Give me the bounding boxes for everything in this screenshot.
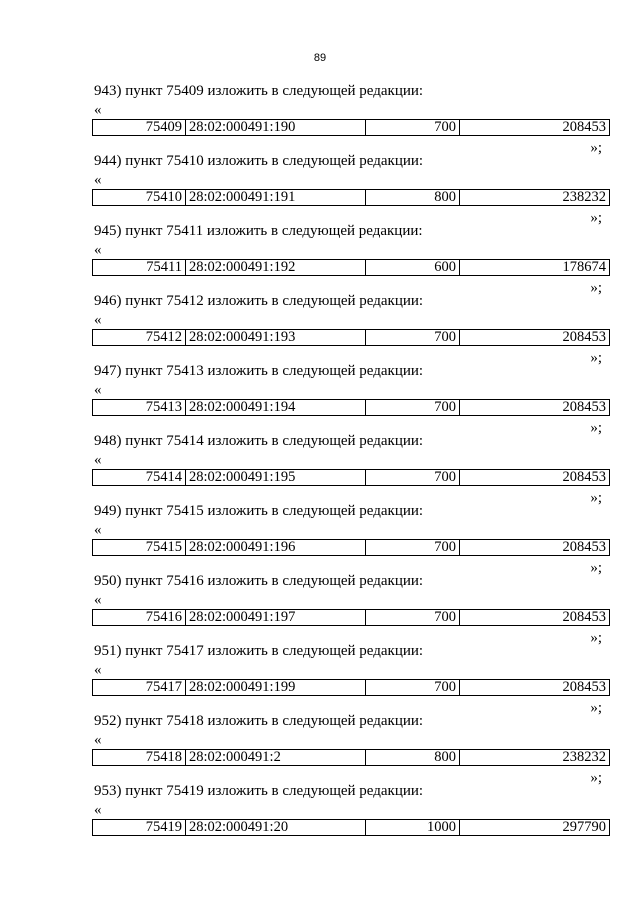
item-number-cell: 75412 <box>93 330 186 346</box>
opening-quote: « <box>94 242 102 258</box>
amendment-table <box>92 399 610 416</box>
amendment-heading: 948) пункт 75414 изложить в следующей редакции: <box>94 433 424 449</box>
cadastral-number-cell: 28:02:000491:191 <box>186 190 366 206</box>
item-number-cell: 75413 <box>93 400 186 416</box>
closing-quote: »; <box>590 560 602 576</box>
cadastral-number-cell: 28:02:000491:195 <box>186 470 366 486</box>
closing-quote: »; <box>590 140 602 156</box>
area-cell: 800 <box>366 750 460 766</box>
item-number-cell: 75411 <box>93 260 186 276</box>
closing-quote: »; <box>590 280 602 296</box>
area-cell: 700 <box>366 400 460 416</box>
area-cell: 800 <box>366 190 460 206</box>
amendment-heading: 945) пункт 75411 изложить в следующей редакции: <box>94 223 423 239</box>
value-cell: 208453 <box>460 400 610 416</box>
amendment-table <box>92 469 610 486</box>
item-number-cell: 75415 <box>93 540 186 556</box>
value-cell: 208453 <box>460 120 610 136</box>
table-row <box>93 610 610 626</box>
opening-quote: « <box>94 662 102 678</box>
amendment-entry <box>0 83 640 156</box>
table-row <box>93 400 610 416</box>
amendment-table <box>92 539 610 556</box>
cadastral-number-cell: 28:02:000491:199 <box>186 680 366 696</box>
amendment-table <box>92 749 610 766</box>
table-row <box>93 260 610 276</box>
amendment-heading: 947) пункт 75413 изложить в следующей редакции: <box>94 363 424 379</box>
cadastral-number-cell: 28:02:000491:196 <box>186 540 366 556</box>
area-cell: 700 <box>366 540 460 556</box>
value-cell: 297790 <box>460 820 610 836</box>
item-number-cell: 75409 <box>93 120 186 136</box>
item-number-cell: 75410 <box>93 190 186 206</box>
cadastral-number-cell: 28:02:000491:197 <box>186 610 366 626</box>
opening-quote: « <box>94 312 102 328</box>
amendment-table <box>92 189 610 206</box>
table-row <box>93 680 610 696</box>
area-cell: 700 <box>366 680 460 696</box>
amendment-heading: 944) пункт 75410 изложить в следующей редакции: <box>94 153 424 169</box>
closing-quote: »; <box>590 210 602 226</box>
table-row <box>93 540 610 556</box>
amendment-entry <box>0 643 640 716</box>
amendment-heading: 950) пункт 75416 изложить в следующей редакции: <box>94 573 424 589</box>
cadastral-number-cell: 28:02:000491:2 <box>186 750 366 766</box>
table-row <box>93 190 610 206</box>
cadastral-number-cell: 28:02:000491:190 <box>186 120 366 136</box>
table-row <box>93 120 610 136</box>
closing-quote: »; <box>590 700 602 716</box>
amendment-entry <box>0 223 640 296</box>
area-cell: 1000 <box>366 820 460 836</box>
opening-quote: « <box>94 592 102 608</box>
page-number: 89 <box>313 52 327 64</box>
value-cell: 208453 <box>460 540 610 556</box>
item-number-cell: 75419 <box>93 820 186 836</box>
amendment-entry <box>0 363 640 436</box>
amendment-heading: 943) пункт 75409 изложить в следующей редакции: <box>94 83 424 99</box>
amendment-entry <box>0 153 640 226</box>
value-cell: 208453 <box>460 610 610 626</box>
amendment-heading: 946) пункт 75412 изложить в следующей редакции: <box>94 293 424 309</box>
opening-quote: « <box>94 732 102 748</box>
area-cell: 600 <box>366 260 460 276</box>
amendment-table <box>92 259 610 276</box>
area-cell: 700 <box>366 470 460 486</box>
closing-quote: »; <box>590 420 602 436</box>
amendment-table <box>92 819 610 836</box>
cadastral-number-cell: 28:02:000491:20 <box>186 820 366 836</box>
item-number-cell: 75416 <box>93 610 186 626</box>
opening-quote: « <box>94 452 102 468</box>
cadastral-number-cell: 28:02:000491:192 <box>186 260 366 276</box>
opening-quote: « <box>94 382 102 398</box>
amendment-heading: 952) пункт 75418 изложить в следующей редакции: <box>94 713 424 729</box>
table-row <box>93 750 610 766</box>
opening-quote: « <box>94 802 102 818</box>
value-cell: 238232 <box>460 190 610 206</box>
amendment-entry <box>0 503 640 576</box>
area-cell: 700 <box>366 610 460 626</box>
amendment-table <box>92 679 610 696</box>
amendment-entry <box>0 293 640 366</box>
item-number-cell: 75418 <box>93 750 186 766</box>
table-row <box>93 330 610 346</box>
item-number-cell: 75414 <box>93 470 186 486</box>
amendment-heading: 953) пункт 75419 изложить в следующей редакции: <box>94 783 424 799</box>
table-row <box>93 820 610 836</box>
opening-quote: « <box>94 522 102 538</box>
closing-quote: »; <box>590 630 602 646</box>
closing-quote: »; <box>590 490 602 506</box>
amendment-entry <box>0 783 640 853</box>
amendment-entry <box>0 713 640 786</box>
item-number-cell: 75417 <box>93 680 186 696</box>
value-cell: 208453 <box>460 470 610 486</box>
value-cell: 208453 <box>460 680 610 696</box>
amendment-table <box>92 119 610 136</box>
opening-quote: « <box>94 172 102 188</box>
amendment-entry <box>0 433 640 506</box>
value-cell: 208453 <box>460 330 610 346</box>
closing-quote: »; <box>590 350 602 366</box>
cadastral-number-cell: 28:02:000491:194 <box>186 400 366 416</box>
amendment-entry <box>0 573 640 646</box>
value-cell: 238232 <box>460 750 610 766</box>
amendment-heading: 949) пункт 75415 изложить в следующей редакции: <box>94 503 424 519</box>
amendment-table <box>92 609 610 626</box>
table-row <box>93 470 610 486</box>
cadastral-number-cell: 28:02:000491:193 <box>186 330 366 346</box>
opening-quote: « <box>94 102 102 118</box>
area-cell: 700 <box>366 330 460 346</box>
amendment-heading: 951) пункт 75417 изложить в следующей редакции: <box>94 643 424 659</box>
closing-quote: »; <box>590 770 602 786</box>
value-cell: 178674 <box>460 260 610 276</box>
area-cell: 700 <box>366 120 460 136</box>
amendment-table <box>92 329 610 346</box>
